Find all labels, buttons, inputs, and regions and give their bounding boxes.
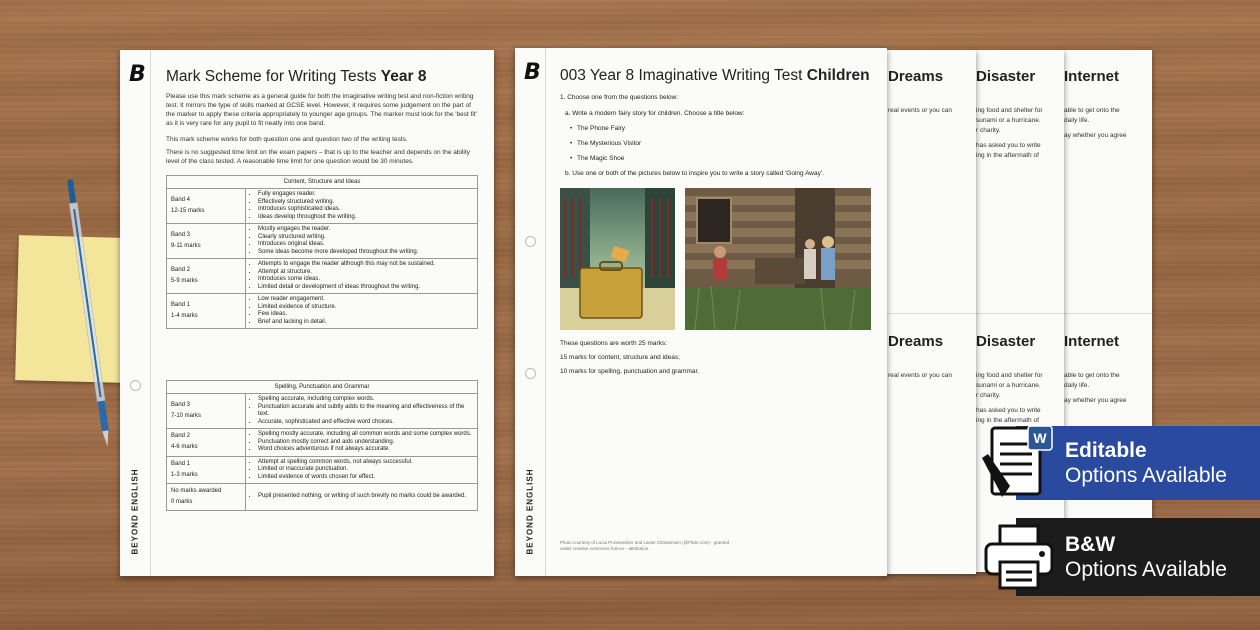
sheet-title: Dreams xyxy=(888,68,944,85)
sheet-title: Internet xyxy=(1064,333,1120,350)
title-bold: Year 8 xyxy=(380,68,427,85)
criterion: • Attempt at structure. xyxy=(258,269,473,277)
sheet-title: Disaster xyxy=(976,68,1036,85)
page-title xyxy=(560,67,870,85)
title-text: Mark Scheme for Writing Tests xyxy=(166,68,381,85)
band-marks: 1-4 marks xyxy=(171,313,198,319)
table-row xyxy=(167,189,478,224)
criteria-cell xyxy=(246,484,478,511)
criterion: • Effectively structured writing. xyxy=(258,199,473,207)
criterion: • Mostly engages the reader. xyxy=(258,226,473,234)
criterion: • Introduces some ideas. xyxy=(258,276,473,284)
band-cell xyxy=(167,484,246,511)
table-row xyxy=(167,484,478,511)
criteria-cell xyxy=(246,394,478,429)
band-marks: 12-15 marks xyxy=(171,208,205,214)
sheet-text: sunami or a hurricane. xyxy=(976,382,1041,389)
mark-scheme-page xyxy=(120,50,494,576)
suitcase-photo xyxy=(560,188,675,330)
band-label: Band 1 xyxy=(171,302,191,308)
band-label: Band 4 xyxy=(171,197,191,203)
page-title xyxy=(166,68,426,86)
band-marks: 7-10 marks xyxy=(171,413,202,419)
criteria-cell xyxy=(246,456,478,484)
bw-subtitle: Options Available xyxy=(1065,558,1227,581)
criterion: • Few ideas. xyxy=(258,311,473,319)
band-cell xyxy=(167,294,246,329)
question-b: b. Use one or both of the pictures below to inspire you to write a story called 'Going Away'. xyxy=(565,170,824,177)
criterion: • Accurate, sophisticated and effective word choices. xyxy=(258,419,473,427)
band-cell xyxy=(167,429,246,457)
criteria-cell xyxy=(246,429,478,457)
sheet-text: sunami or a hurricane. xyxy=(976,117,1041,124)
sheet-text: has asked you to write xyxy=(976,407,1041,414)
sheet-text: ing food and shelter for xyxy=(976,372,1043,379)
punch-hole xyxy=(130,380,141,391)
criteria-cell xyxy=(246,189,478,224)
criterion: • Attempts to engage the reader although this may not be sustained. xyxy=(258,261,473,269)
criteria-cell xyxy=(246,259,478,294)
question-1: 1. Choose one from the questions below: xyxy=(560,94,679,101)
story-title-3: The Magic Shoe xyxy=(577,155,625,162)
sheet-title: Internet xyxy=(1064,68,1120,85)
band-marks: 1-3 marks xyxy=(171,471,198,478)
spelling-punctuation-table xyxy=(166,380,478,511)
content-structure-table xyxy=(166,175,478,329)
word-badge: W xyxy=(1033,430,1047,446)
editable-title: Editable xyxy=(1065,439,1147,462)
band-cell xyxy=(167,259,246,294)
band-label: Band 2 xyxy=(171,267,191,273)
criterion: • Spelling mostly accurate, including all common words and some complex words. xyxy=(258,431,473,439)
table-row xyxy=(167,224,478,259)
bullet: • xyxy=(570,125,573,132)
bullet: • xyxy=(570,140,573,147)
criterion: • Attempt at spelling common words, not always successful. xyxy=(258,459,473,467)
table-row xyxy=(167,294,478,329)
band-cell xyxy=(167,394,246,429)
marks-spag: 10 marks for spelling, punctuation and grammar. xyxy=(560,368,700,375)
table-row xyxy=(167,394,478,429)
band-marks: 0 marks xyxy=(171,499,193,505)
bw-text xyxy=(1065,532,1227,582)
test-paper xyxy=(515,48,887,576)
band-label: No marks awarded xyxy=(171,488,222,494)
story-title-2: The Mysterious Visitor xyxy=(577,140,642,147)
sheet-text: daily life. xyxy=(1064,382,1090,389)
criterion: • Limited evidence of structure. xyxy=(258,304,473,312)
band-label: Band 3 xyxy=(171,232,191,238)
criterion: • Fully engages reader. xyxy=(258,191,473,199)
criterion: • Limited or inaccurate punctuation. xyxy=(258,466,473,474)
sheet-text: real events or you can xyxy=(888,107,952,114)
title-bold: Children xyxy=(806,67,870,84)
editable-text xyxy=(1065,438,1227,488)
criterion: • Clearly structured writing. xyxy=(258,234,473,242)
title-text: 003 Year 8 Imaginative Writing Test xyxy=(560,67,807,84)
band-cell xyxy=(167,224,246,259)
criterion: • Introduces sophisticated ideas. xyxy=(258,206,473,214)
marks-content: 15 marks for content, structure and ideas; xyxy=(560,354,680,361)
criterion: • Spelling accurate, including complex words. xyxy=(258,396,473,404)
criterion: • Limited evidence of words chosen for effect. xyxy=(258,474,473,482)
sheet-text: ay whether you agree xyxy=(1064,397,1127,404)
criteria-cell xyxy=(246,294,478,329)
question-a: a. Write a modern fairy story for children. Choose a title below: xyxy=(565,110,745,117)
punch-hole xyxy=(525,236,536,247)
bw-title: B&W xyxy=(1065,533,1116,556)
photo-credit: Photo courtesy of Lucia Prosenecker and Lasse Christensen (@Flickr.com) - granted under creative commons licence - attribution. xyxy=(560,540,730,551)
criterion: • Introduces original ideas. xyxy=(258,241,473,249)
sheet-text: daily life. xyxy=(1064,117,1090,124)
beyond-logo: B xyxy=(129,62,146,87)
criterion: • Punctuation accurate and subtly adds to the meaning and effectiveness of the text. xyxy=(258,404,473,419)
children-photo xyxy=(685,188,871,330)
band-marks: 9-11 marks xyxy=(171,243,201,249)
band-cell xyxy=(167,189,246,224)
band-label: Band 2 xyxy=(171,433,191,440)
editable-subtitle: Options Available xyxy=(1065,464,1227,487)
criterion: • Word choices adventurous if not always accurate. xyxy=(258,446,473,454)
table-row xyxy=(167,259,478,294)
criteria-cell xyxy=(246,224,478,259)
criterion: • Low reader engagement. xyxy=(258,296,473,304)
sheet-title: Disaster xyxy=(976,333,1036,350)
marks-intro: These questions are worth 25 marks: xyxy=(560,340,667,347)
brand-label: BEYOND ENGLISH xyxy=(525,468,535,555)
criterion: • Limited detail or development of ideas throughout the writing. xyxy=(258,284,473,292)
brand-label: BEYOND ENGLISH xyxy=(130,468,140,555)
note-paragraph-1: This mark scheme works for both question one and question two of the writing tests. xyxy=(166,136,408,143)
sheet-text: r charity. xyxy=(976,392,1001,399)
page-spine xyxy=(120,50,151,576)
note-paragraph-2: There is no suggested time limit on the exam papers – that is up to the teacher and depends on the ability level of the class tested. A reasonable time limit for one question would be 30 minutes. xyxy=(166,149,470,165)
background-sheet-dreams xyxy=(882,50,976,574)
criterion: • Ideas develop throughout the writing. xyxy=(258,214,473,222)
band-label: Band 3 xyxy=(171,402,191,408)
story-title-1: The Phone Fairy xyxy=(577,125,626,132)
sheet-text: ing in the aftermath of xyxy=(976,152,1039,159)
sheet-text: r charity. xyxy=(976,127,1001,134)
beyond-logo: B xyxy=(524,60,541,85)
sheet-text: able to get onto the xyxy=(1064,372,1120,379)
page-spine xyxy=(515,48,546,576)
band-cell xyxy=(167,456,246,484)
table-row xyxy=(167,456,478,484)
sheet-text: real events or you can xyxy=(888,372,952,379)
sheet-text: able to get onto the xyxy=(1064,107,1120,114)
criterion: • Punctuation mostly correct and aids understanding. xyxy=(258,439,473,447)
table-heading: Spelling, Punctuation and Grammar xyxy=(167,381,478,394)
bullet: • xyxy=(570,155,573,162)
punch-hole xyxy=(525,368,536,379)
table-heading: Content, Structure and Ideas xyxy=(167,176,478,189)
band-marks: 4-6 marks xyxy=(171,444,198,451)
band-marks: 5-9 marks xyxy=(171,278,198,284)
criterion: • Some ideas become more developed throughout the writing. xyxy=(258,249,473,257)
criterion: • Pupil presented nothing, or writing of such brevity no marks could be awarded. xyxy=(258,493,473,501)
sheet-text: ing food and shelter for xyxy=(976,107,1043,114)
sheet-title: Dreams xyxy=(888,333,944,350)
sheet-text: ay whether you agree xyxy=(1064,132,1127,139)
sheet-text: ing in the aftermath of xyxy=(976,417,1039,424)
sheet-text: has asked you to write xyxy=(976,142,1041,149)
criterion: • Brief and lacking in detail. xyxy=(258,319,473,327)
table-row xyxy=(167,429,478,457)
printer-icon xyxy=(982,524,1056,592)
word-document-icon xyxy=(978,424,1060,502)
band-label: Band 1 xyxy=(171,460,191,467)
intro-paragraph: Please use this mark scheme as a general guide for both the imaginative writing test and non-fiction writing test. It mirrors the type of skills marked at GCSE level. However, it requires some judgement on the part of the marker to apply these criteria appropriately to younger age groups. The marker must look for the 'best fit' as it is very rare for any pupil to fit neatly into one band. xyxy=(166,93,477,127)
